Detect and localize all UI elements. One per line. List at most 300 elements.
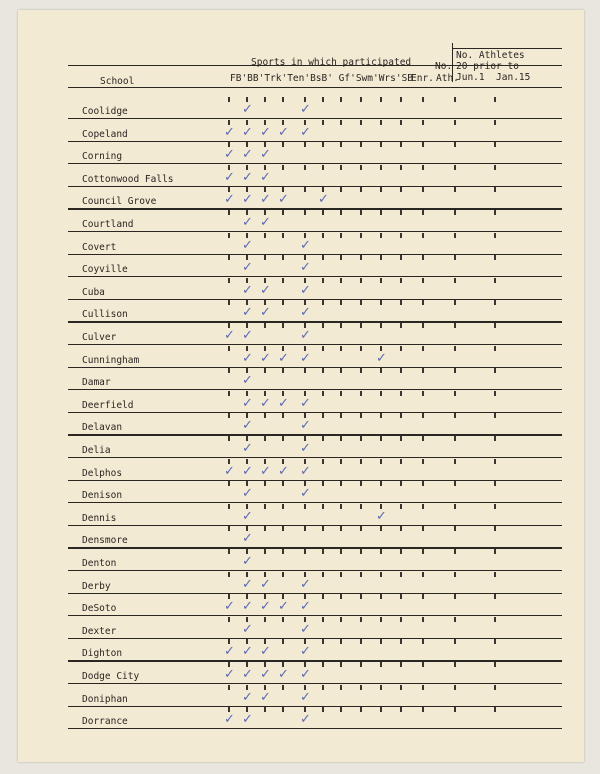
- column-tick: [282, 300, 284, 305]
- column-tick: [454, 368, 456, 373]
- column-tick: [454, 300, 456, 305]
- column-tick: [228, 120, 230, 125]
- column-tick: [322, 549, 324, 554]
- column-tick: [380, 549, 382, 554]
- school-name: Cottonwood Falls: [82, 173, 174, 185]
- column-tick: [282, 368, 284, 373]
- row-rule: [68, 299, 562, 300]
- column-tick: [360, 368, 362, 373]
- column-tick: [304, 685, 306, 690]
- column-tick: [422, 707, 424, 712]
- column-tick: [322, 142, 324, 147]
- school-column-header: School: [100, 76, 135, 87]
- school-name: Dexter: [82, 625, 117, 637]
- column-tick: [340, 549, 342, 554]
- column-tick: [360, 165, 362, 170]
- column-tick: [400, 639, 402, 644]
- row-rule: [68, 163, 562, 164]
- column-tick: [322, 413, 324, 418]
- column-tick: [400, 707, 402, 712]
- check-mark-bsb: ✓: [300, 621, 311, 637]
- column-tick: [228, 255, 230, 260]
- column-tick: [246, 233, 248, 238]
- column-tick: [322, 685, 324, 690]
- column-tick: [454, 413, 456, 418]
- column-tick: [422, 97, 424, 102]
- check-mark-bb: ✓: [242, 463, 253, 479]
- column-tick: [400, 504, 402, 509]
- column-tick: [340, 300, 342, 305]
- column-tick: [454, 346, 456, 351]
- column-tick: [304, 504, 306, 509]
- column-tick: [422, 436, 424, 441]
- row-rule: [68, 276, 562, 277]
- column-tick: [360, 481, 362, 486]
- column-tick: [228, 572, 230, 577]
- column-tick: [304, 233, 306, 238]
- check-mark-trk: ✓: [260, 395, 271, 411]
- check-mark-bb: ✓: [242, 350, 253, 366]
- check-mark-bsb: ✓: [300, 328, 311, 343]
- column-tick: [400, 594, 402, 599]
- check-mark-bsb: ✓: [300, 644, 311, 660]
- column-tick: [380, 436, 382, 441]
- column-tick: [340, 685, 342, 690]
- column-tick: [380, 572, 382, 577]
- column-tick: [282, 459, 284, 464]
- column-tick: [494, 526, 496, 531]
- column-tick: [400, 278, 402, 283]
- column-tick: [400, 549, 402, 554]
- column-tick: [282, 639, 284, 644]
- check-mark-bb: ✓: [242, 215, 253, 230]
- check-mark-bsb: ✓: [300, 689, 311, 705]
- column-tick: [340, 142, 342, 147]
- column-tick: [360, 391, 362, 396]
- column-tick: [228, 300, 230, 305]
- column-tick: [360, 210, 362, 215]
- column-tick: [380, 120, 382, 125]
- school-name: Delia: [82, 445, 111, 456]
- column-tick: [228, 617, 230, 622]
- check-mark-bb: ✓: [242, 667, 253, 682]
- column-tick: [360, 346, 362, 351]
- column-tick: [494, 97, 496, 102]
- column-tick: [304, 142, 306, 147]
- athletes-box-top-border: [452, 48, 562, 49]
- column-tick: [454, 685, 456, 690]
- column-tick: [380, 481, 382, 486]
- column-tick: [228, 346, 230, 351]
- column-tick: [400, 346, 402, 351]
- column-tick: [304, 526, 306, 531]
- school-name: Dorrance: [82, 716, 128, 728]
- column-tick: [282, 278, 284, 283]
- athletes-box-line2: 20 prior to: [456, 61, 519, 72]
- check-mark-gf: ✓: [318, 192, 329, 208]
- column-tick: [304, 187, 306, 192]
- school-name: DeSoto: [82, 603, 117, 615]
- check-mark-ten: ✓: [278, 599, 289, 615]
- school-name: Denton: [82, 558, 117, 569]
- sports-title: Sports in which participated: [251, 57, 412, 68]
- check-mark-bb: ✓: [242, 621, 253, 637]
- row-rule: [68, 457, 562, 458]
- check-mark-trk: ✓: [260, 169, 271, 185]
- school-name: Covert: [82, 241, 117, 253]
- column-tick: [360, 436, 362, 441]
- school-name: Dodge City: [82, 671, 140, 682]
- column-tick: [494, 685, 496, 690]
- check-mark-bb: ✓: [242, 441, 253, 456]
- column-tick: [454, 97, 456, 102]
- column-tick: [380, 594, 382, 599]
- column-tick: [340, 323, 342, 328]
- check-mark-bsb: ✓: [300, 418, 311, 434]
- column-tick: [494, 142, 496, 147]
- column-tick: [282, 142, 284, 147]
- column-tick: [454, 233, 456, 238]
- column-tick: [380, 233, 382, 238]
- column-tick: [494, 504, 496, 509]
- row-rule: [68, 638, 562, 639]
- column-tick: [380, 459, 382, 464]
- check-mark-fb: ✓: [224, 147, 235, 163]
- check-mark-bb: ✓: [242, 124, 253, 140]
- column-tick: [380, 97, 382, 102]
- check-mark-fb: ✓: [224, 169, 235, 185]
- header-bottom-rule: [68, 87, 562, 88]
- check-mark-bb: ✓: [242, 418, 253, 434]
- check-mark-bb: ✓: [242, 237, 253, 253]
- column-tick: [380, 255, 382, 260]
- row-rule: [68, 434, 562, 435]
- column-tick: [360, 662, 362, 667]
- column-tick: [380, 300, 382, 305]
- column-tick: [360, 526, 362, 531]
- column-tick: [422, 549, 424, 554]
- column-tick: [494, 481, 496, 486]
- column-tick: [246, 572, 248, 577]
- check-mark-sb: ✓: [376, 350, 387, 366]
- column-tick: [264, 323, 266, 328]
- enrollment-header: Enr.: [411, 73, 434, 84]
- column-tick: [360, 300, 362, 305]
- column-tick: [228, 459, 230, 464]
- column-tick: [454, 323, 456, 328]
- column-tick: [282, 346, 284, 351]
- column-tick: [422, 685, 424, 690]
- column-tick: [322, 662, 324, 667]
- check-mark-trk: ✓: [260, 667, 271, 682]
- column-tick: [322, 526, 324, 531]
- school-name: Delavan: [82, 422, 123, 434]
- column-tick: [400, 572, 402, 577]
- column-tick: [304, 572, 306, 577]
- column-tick: [322, 278, 324, 283]
- column-tick: [494, 346, 496, 351]
- column-tick: [228, 413, 230, 418]
- column-tick: [304, 346, 306, 351]
- column-tick: [340, 594, 342, 599]
- row-rule: [68, 728, 562, 729]
- column-tick: [422, 142, 424, 147]
- check-mark-ten: ✓: [278, 463, 289, 479]
- check-mark-bsb: ✓: [300, 712, 311, 728]
- column-tick: [340, 233, 342, 238]
- column-tick: [454, 391, 456, 396]
- column-tick: [304, 165, 306, 170]
- column-tick: [454, 142, 456, 147]
- column-tick: [400, 233, 402, 238]
- athletes-box-line1: No. Athletes: [456, 50, 525, 61]
- row-rule: [68, 593, 562, 594]
- column-tick: [422, 526, 424, 531]
- check-mark-fb: ✓: [224, 644, 235, 660]
- column-tick: [340, 255, 342, 260]
- column-tick: [228, 685, 230, 690]
- column-tick: [340, 346, 342, 351]
- check-mark-fb: ✓: [224, 599, 235, 615]
- column-tick: [360, 233, 362, 238]
- column-tick: [360, 549, 362, 554]
- column-tick: [380, 368, 382, 373]
- check-mark-bb: ✓: [242, 260, 253, 276]
- column-tick: [494, 459, 496, 464]
- school-name: Delphos: [82, 467, 123, 479]
- column-tick: [360, 278, 362, 283]
- column-tick: [454, 120, 456, 125]
- column-tick: [228, 278, 230, 283]
- check-mark-trk: ✓: [260, 124, 271, 140]
- column-tick: [360, 323, 362, 328]
- column-tick: [228, 549, 230, 554]
- column-tick: [400, 526, 402, 531]
- check-mark-bb: ✓: [242, 712, 253, 728]
- row-rule: [68, 683, 562, 684]
- column-tick: [422, 368, 424, 373]
- column-tick: [400, 255, 402, 260]
- check-mark-trk: ✓: [260, 463, 271, 479]
- column-tick: [282, 323, 284, 328]
- column-tick: [422, 323, 424, 328]
- column-tick: [304, 459, 306, 464]
- school-name: Cunningham: [82, 354, 140, 366]
- check-mark-bb: ✓: [242, 373, 253, 389]
- column-tick: [340, 120, 342, 125]
- check-mark-fb: ✓: [224, 667, 235, 682]
- check-mark-bsb: ✓: [300, 102, 311, 117]
- check-mark-ten: ✓: [278, 192, 289, 208]
- column-tick: [360, 413, 362, 418]
- column-tick: [422, 300, 424, 305]
- column-tick: [380, 526, 382, 531]
- check-mark-bb: ✓: [242, 644, 253, 660]
- column-tick: [282, 549, 284, 554]
- column-tick: [422, 481, 424, 486]
- column-tick: [400, 391, 402, 396]
- school-name: Densmore: [82, 535, 128, 547]
- row-rule: [68, 254, 562, 255]
- column-tick: [400, 685, 402, 690]
- column-tick: [422, 210, 424, 215]
- check-mark-bb: ✓: [242, 282, 253, 298]
- school-name: Courtland: [82, 219, 134, 230]
- column-tick: [400, 662, 402, 667]
- school-name: Cuba: [82, 286, 105, 298]
- column-tick: [264, 459, 266, 464]
- column-tick: [360, 639, 362, 644]
- column-tick: [282, 617, 284, 622]
- column-tick: [400, 210, 402, 215]
- column-tick: [380, 707, 382, 712]
- column-tick: [282, 526, 284, 531]
- column-tick: [360, 97, 362, 102]
- column-tick: [422, 346, 424, 351]
- check-mark-sb: ✓: [376, 508, 387, 524]
- column-tick: [340, 97, 342, 102]
- row-rule: [68, 186, 562, 187]
- column-tick: [228, 233, 230, 238]
- check-mark-bb: ✓: [242, 305, 253, 321]
- column-tick: [264, 549, 266, 554]
- column-tick: [360, 142, 362, 147]
- column-tick: [264, 120, 266, 125]
- check-mark-ten: ✓: [278, 350, 289, 366]
- column-tick: [360, 187, 362, 192]
- column-tick: [494, 549, 496, 554]
- column-tick: [494, 617, 496, 622]
- column-tick: [454, 436, 456, 441]
- row-rule: [68, 344, 562, 345]
- column-tick: [422, 617, 424, 622]
- column-tick: [282, 255, 284, 260]
- column-tick: [380, 685, 382, 690]
- column-tick: [380, 142, 382, 147]
- column-tick: [454, 707, 456, 712]
- column-tick: [422, 165, 424, 170]
- check-mark-bb: ✓: [242, 395, 253, 411]
- row-rule: [68, 141, 562, 142]
- column-tick: [400, 368, 402, 373]
- school-name: Cullison: [82, 309, 128, 321]
- column-tick: [454, 526, 456, 531]
- column-tick: [454, 459, 456, 464]
- column-tick: [454, 549, 456, 554]
- school-name: Dighton: [82, 648, 123, 660]
- check-mark-trk: ✓: [260, 576, 271, 592]
- column-tick: [422, 187, 424, 192]
- column-tick: [282, 481, 284, 486]
- column-tick: [380, 187, 382, 192]
- column-tick: [228, 436, 230, 441]
- column-tick: [264, 572, 266, 577]
- column-tick: [340, 413, 342, 418]
- document-page: [18, 10, 584, 762]
- column-tick: [340, 391, 342, 396]
- column-tick: [422, 504, 424, 509]
- column-tick: [454, 572, 456, 577]
- column-tick: [494, 707, 496, 712]
- check-mark-trk: ✓: [260, 215, 271, 230]
- column-tick: [400, 436, 402, 441]
- column-tick: [340, 639, 342, 644]
- column-tick: [360, 572, 362, 577]
- column-tick: [228, 210, 230, 215]
- row-rule: [68, 502, 562, 503]
- school-name: Damar: [82, 377, 111, 389]
- column-tick: [340, 526, 342, 531]
- column-tick: [340, 368, 342, 373]
- check-mark-bsb: ✓: [300, 667, 311, 682]
- column-tick: [340, 617, 342, 622]
- check-mark-bsb: ✓: [300, 599, 311, 615]
- check-mark-bsb: ✓: [300, 260, 311, 276]
- column-tick: [360, 594, 362, 599]
- school-name: Council Grove: [82, 196, 157, 208]
- column-tick: [494, 120, 496, 125]
- check-mark-bb: ✓: [242, 147, 253, 163]
- column-tick: [422, 120, 424, 125]
- column-tick: [322, 572, 324, 577]
- column-tick: [322, 504, 324, 509]
- column-tick: [322, 233, 324, 238]
- check-mark-ten: ✓: [278, 124, 289, 140]
- column-tick: [454, 594, 456, 599]
- column-tick: [340, 504, 342, 509]
- row-rule: [68, 389, 562, 390]
- column-tick: [400, 142, 402, 147]
- column-tick: [494, 572, 496, 577]
- column-tick: [494, 165, 496, 170]
- column-tick: [282, 685, 284, 690]
- column-tick: [360, 504, 362, 509]
- column-tick: [282, 97, 284, 102]
- check-mark-bsb: ✓: [300, 237, 311, 253]
- column-tick: [400, 187, 402, 192]
- row-rule: [68, 615, 562, 616]
- school-name: Derby: [82, 580, 111, 592]
- column-tick: [322, 255, 324, 260]
- check-mark-bsb: ✓: [300, 463, 311, 479]
- check-mark-bsb: ✓: [300, 441, 311, 456]
- check-mark-fb: ✓: [224, 124, 235, 140]
- column-tick: [246, 459, 248, 464]
- check-mark-bsb: ✓: [300, 486, 311, 502]
- column-tick: [400, 300, 402, 305]
- column-tick: [360, 707, 362, 712]
- column-tick: [322, 639, 324, 644]
- check-mark-fb: ✓: [224, 712, 235, 728]
- check-mark-trk: ✓: [260, 282, 271, 298]
- check-mark-bsb: ✓: [300, 395, 311, 411]
- column-tick: [454, 165, 456, 170]
- column-tick: [454, 255, 456, 260]
- column-tick: [494, 413, 496, 418]
- column-tick: [340, 707, 342, 712]
- row-rule: [68, 412, 562, 413]
- column-tick: [322, 481, 324, 486]
- check-mark-bb: ✓: [242, 102, 253, 117]
- column-tick: [422, 413, 424, 418]
- column-tick: [494, 300, 496, 305]
- column-tick: [228, 97, 230, 102]
- check-mark-fb: ✓: [224, 328, 235, 343]
- column-tick: [264, 97, 266, 102]
- column-tick: [380, 346, 382, 351]
- column-tick: [340, 187, 342, 192]
- row-rule: [68, 208, 562, 209]
